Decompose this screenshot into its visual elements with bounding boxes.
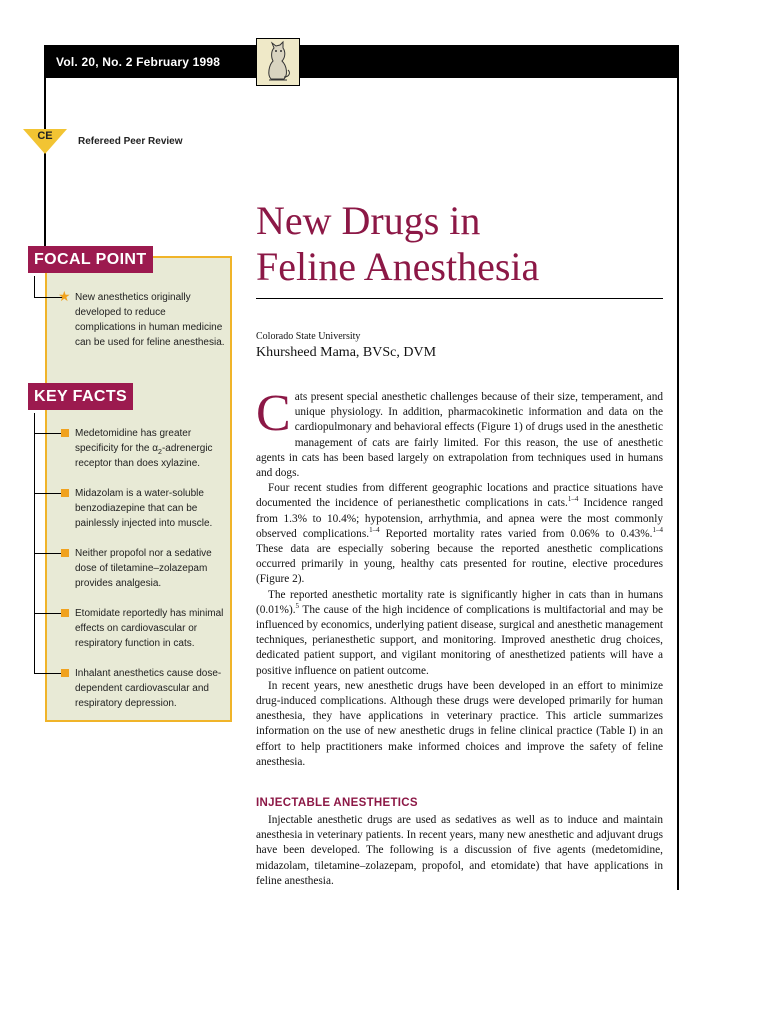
paragraph: Four recent studies from different geographic locations and practice situations have documented the incidence of perianesthetic complications in cats.$^{1-4}$ Incidence ranged from 1.3% to 10.4%; hypotension, arrhythmia, and apnea were the most commonly observed complications.$^{1-4}$ Reported mortality rates varied from 0.06% to 0.43%.$^{1-4}$ These data are especially sobering because the reported anesthetic complications occurred primarily in young, healthy cats presented for routine, elective procedures (Figure 2). (256, 482, 663, 586)
paragraph: Cats present special anesthetic challenges because of their size, temperament, and unique physiology. In addition, pharmacokinetic information and data on the cardiopulmonary and behavioral effects (Figure 1) of drugs used in the anesthetic management of cats are fairly limited. For this reason, the use of anesthetic agents in cats has been based largely on extrapolation from techniques used in humans and dogs. (256, 385, 663, 480)
author: Khursheed Mama, BVSc, DVM (256, 345, 437, 360)
paragraph: In recent years, new anesthetic drugs have been developed in an effort to minimize drug-induced complications. Although these drugs were developed primarily for human anesthesia, they have applications in veterinary practice. This article summarizes information on the use of new anesthetic drugs in feline clinical practice (Table I) in an effort to help practitioners make informed choices and improve the safety of feline anesthesia. (256, 679, 663, 768)
title-line-1: New Drugs in (256, 198, 481, 243)
article-title (256, 198, 676, 290)
paragraph: Injectable anesthetic drugs are used as sedatives as well as to induce and maintain anesthesia in veterinary patients. In recent years, many new anesthetic and adjuvant drugs have been developed. The following is a discussion of five agents (medetomidine, midazolam, tiletamine–zolazepam, propofol, and etomidate) that have applications in feline anesthesia. (256, 814, 663, 887)
tree-tick (34, 673, 64, 674)
tree-tick (34, 613, 64, 614)
key-fact-item: Inhalant anesthetics cause dose-dependent cardiovascular and respiratory depression. (75, 668, 222, 709)
left-rule (44, 78, 46, 258)
key-fact-item: Medetomidine has greater specificity for the $\alpha_2$-adrenergic receptor than does xylazine. (75, 428, 213, 469)
star-icon: ★ (58, 288, 71, 304)
tree-tick (34, 553, 64, 554)
bullet-icon (61, 609, 69, 617)
peer-review-label: Refereed Peer Review (78, 136, 183, 147)
bullet-icon (61, 669, 69, 677)
right-rule (677, 78, 679, 890)
bullet-icon (61, 429, 69, 437)
tree-connector (34, 413, 35, 674)
affiliation: Colorado State University (256, 331, 361, 342)
title-rule (256, 298, 663, 299)
cat-logo (256, 38, 300, 86)
article-body (256, 385, 663, 770)
tree-tick (34, 433, 64, 434)
bullet-icon (61, 489, 69, 497)
title-line-2: Feline Anesthesia (256, 244, 540, 289)
ce-label: CE (37, 130, 53, 142)
volume-issue: Vol. 20, No. 2 February 1998 (56, 55, 221, 69)
key-fact-item: Neither propofol nor a sedative dose of tiletamine–zolazepam provides analgesia. (75, 548, 212, 589)
paragraph: The reported anesthetic mortality rate is significantly higher in cats than in humans (0.01%).$^5$ The cause of the high incidence of complications is multifactorial and may be influenced by economics, underlying patient disease, surgical and anesthetic management techniques, perianesthetic support, and monitoring. Improved anesthetic drug choices, dedicated patient support, and vigilant monitoring of anesthetized patients will have a positive influence on patient outcome. (256, 588, 663, 677)
tree-connector (34, 276, 35, 298)
tree-tick (34, 493, 64, 494)
focal-point-tab: FOCAL POINT (28, 246, 153, 273)
key-facts-tab: KEY FACTS (28, 383, 133, 410)
bullet-icon (61, 549, 69, 557)
section-body (256, 813, 663, 889)
key-fact-item: Midazolam is a water-soluble benzodiazepine that can be painlessly injected into muscle. (75, 488, 213, 529)
focal-text: New anesthetics originally developed to reduce complications in human medicine can be used for feline anesthesia. (75, 292, 225, 348)
drop-cap: C (256, 385, 291, 442)
key-fact-item: Etomidate reportedly has minimal effects on cardiovascular or respiratory function in cats. (75, 608, 224, 649)
cat-icon (257, 39, 299, 85)
section-heading: INJECTABLE ANESTHETICS (256, 797, 418, 809)
